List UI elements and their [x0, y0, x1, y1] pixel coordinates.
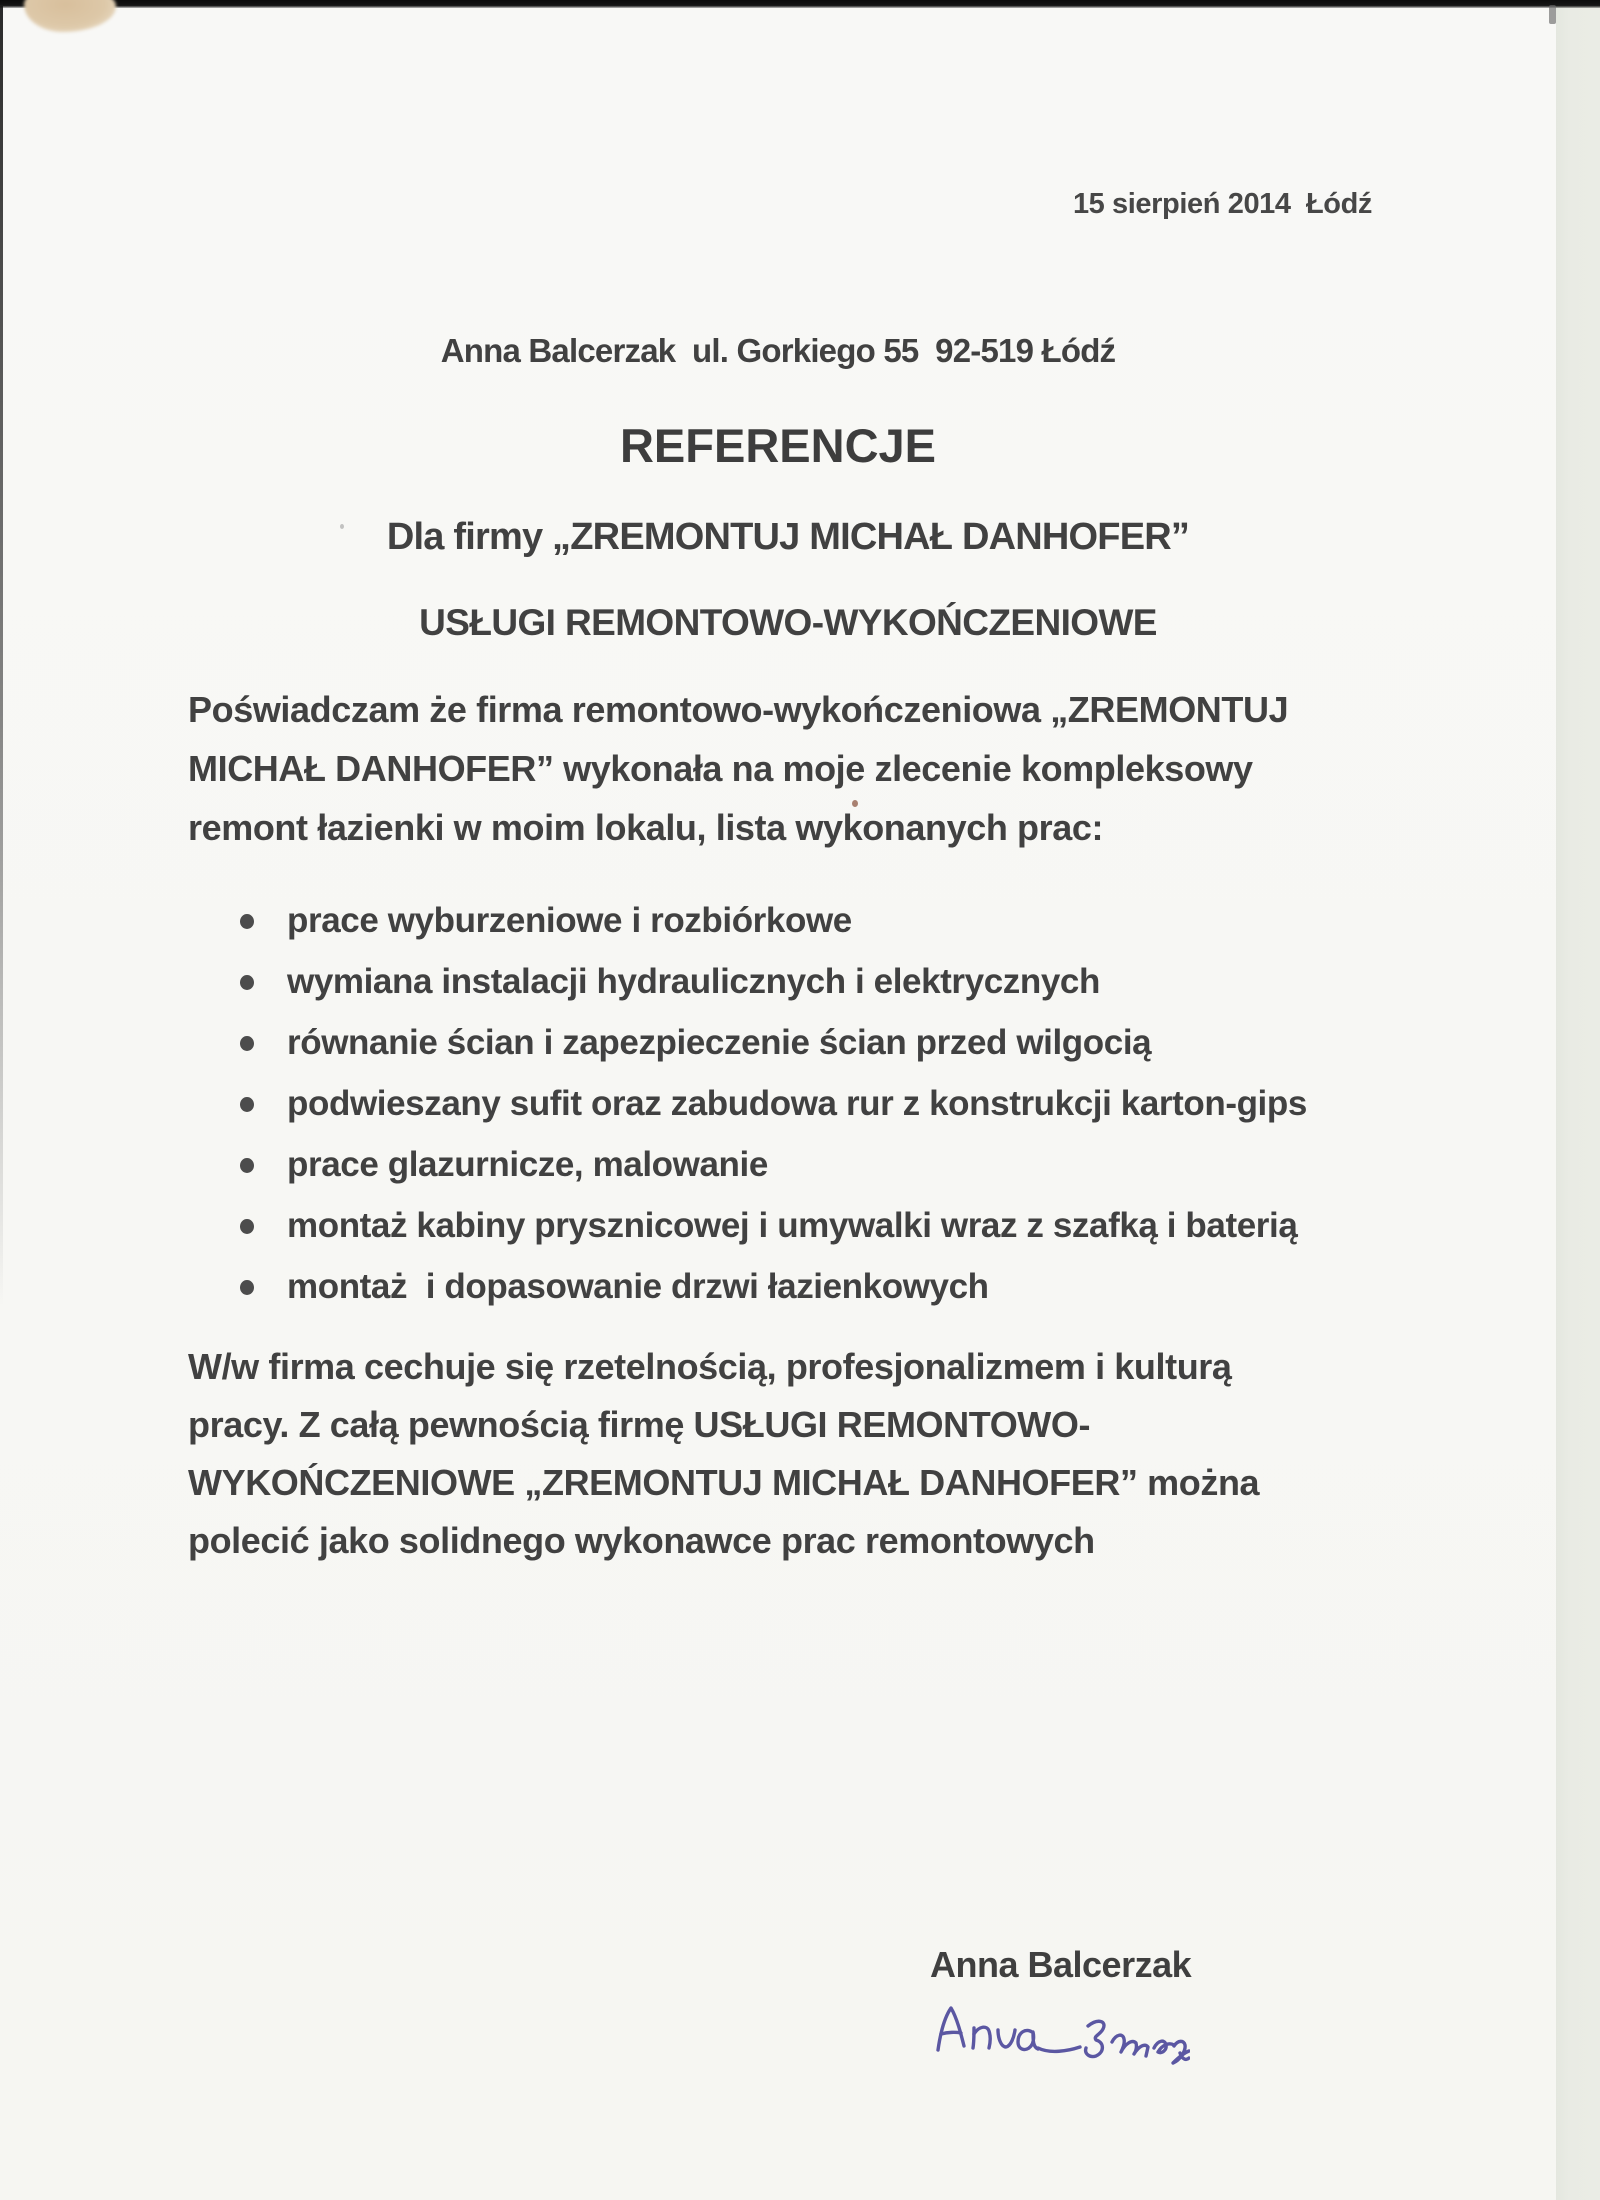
- date-line: 15 sierpień 2014 Łódź: [1072, 188, 1372, 220]
- work-item: montaż kabiny prysznicowej i umywalki wraz z szafką i baterią: [240, 1195, 1420, 1256]
- sender-address-line: Anna Balcerzak ul. Gorkiego 55 92-519 Łódź: [440, 332, 1116, 369]
- scan-edge-top: [0, 0, 1600, 8]
- handwritten-signature: [928, 1998, 1190, 2070]
- closing-paragraph: [188, 1338, 1408, 1570]
- scanner-background: [1556, 0, 1600, 2200]
- document-title: REFERENCJE: [619, 419, 936, 472]
- work-item: podwieszany sufit oraz zabudowa rur z konstrukcji karton-gips: [240, 1073, 1420, 1134]
- recipient-line: Dla firmy „ZREMONTUJ MICHAŁ DANHOFER”: [386, 516, 1190, 558]
- company-line: USŁUGI REMONTOWO-WYKOŃCZENIOWE: [419, 602, 1157, 643]
- signature-printed-name: Anna Balcerzak: [930, 1944, 1192, 1985]
- paper-corner-shadow: [1549, 5, 1556, 24]
- work-item: równanie ścian i zapezpieczenie ścian przed wilgocią: [240, 1012, 1420, 1073]
- paper-speck: [340, 524, 344, 529]
- scan-edge-left: [0, 6, 3, 1306]
- intro-paragraph-line: Poświadczam że firma remontowo-wykończeniowa „ZREMONTUJ: [188, 689, 1289, 730]
- closing-paragraph-line: pracy. Z całą pewnością firmę USŁUGI REMONTOWO-: [188, 1404, 1091, 1445]
- closing-paragraph-line: W/w firma cechuje się rzetelnością, profesjonalizmem i kulturą: [188, 1346, 1232, 1387]
- intro-paragraph-line: MICHAŁ DANHOFER” wykonała na moje zlecenie kompleksowy: [188, 748, 1253, 789]
- work-item: prace wyburzeniowe i rozbiórkowe: [240, 890, 1420, 951]
- closing-paragraph-line: polecić jako solidnego wykonawce prac remontowych: [188, 1520, 1095, 1561]
- paper-speck: [852, 800, 858, 807]
- work-item: wymiana instalacji hydraulicznych i elektrycznych: [240, 951, 1420, 1012]
- work-item: prace glazurnicze, malowanie: [240, 1134, 1420, 1195]
- work-items-list: [240, 890, 1420, 1317]
- work-item: montaż i dopasowanie drzwi łazienkowych: [240, 1256, 1420, 1317]
- intro-paragraph: [188, 680, 1388, 857]
- closing-paragraph-line: WYKOŃCZENIOWE „ZREMONTUJ MICHAŁ DANHOFER” można: [188, 1462, 1260, 1503]
- intro-paragraph-line: remont łazienki w moim lokalu, lista wykonanych prac:: [188, 807, 1104, 848]
